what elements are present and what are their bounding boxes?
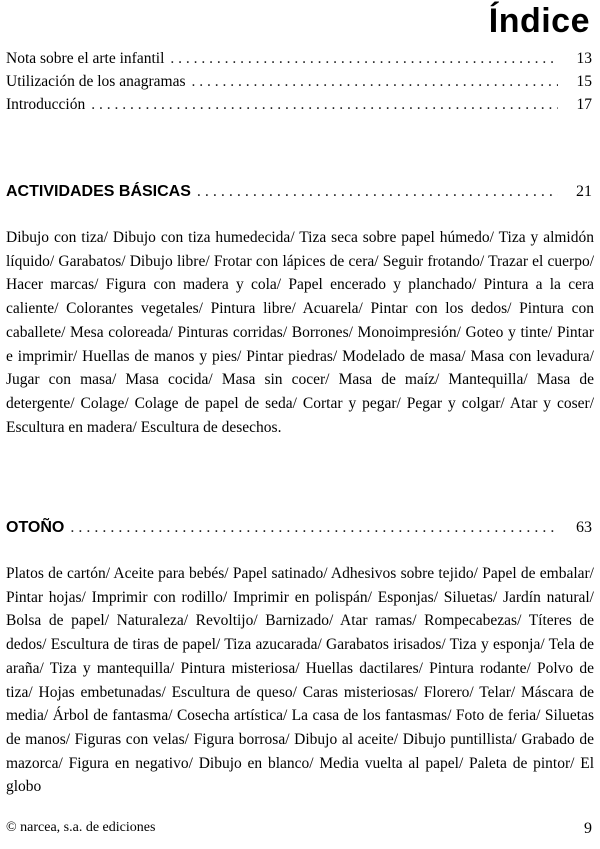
toc-entry-page: 13 xyxy=(576,50,592,67)
dot-leader xyxy=(197,183,558,201)
section-title: OTOÑO xyxy=(6,519,65,536)
section-page: 63 xyxy=(576,519,592,536)
section-heading-actividades[interactable] xyxy=(6,183,592,201)
dot-leader xyxy=(70,519,558,537)
page-footer xyxy=(6,820,592,838)
toc-entry-label: Utilización de los anagramas xyxy=(6,73,186,90)
page-number: 9 xyxy=(584,820,592,837)
section-activities-text: Dibujo con tiza/ Dibujo con tiza humedecida/ Tiza seca sobre papel húmedo/ Tiza y almidón líquido/ Garabatos/ Dibujo libre/ Frotar con lápices de cera/ Seguir frotando/ Trazar el cuerpo/ Hacer marcas/ Figura con madera y cola/ Papel encerado y planchado/ Pintura a la cera caliente/ Colorantes vegetales/ Pintura libre/ Acuarela/ Pintar con los dedos/ Pintura con caballete/ Mesa coloreada/ Pinturas corridas/ Borrones/ Monoimpresión/ Goteo y tinte/ Pintar e imprimir/ Huellas de manos y pies/ Pintar piedras/ Modelado de masa/ Masa con levadura/ Jugar con masa/ Masa cocida/ Masa sin cocer/ Masa de maíz/ Mantequilla/ Masa de detergente/ Colage/ Colage de papel de seda/ Cortar y pegar/ Pegar y colgar/ Atar y coser/ Escultura en madera/ Escultura de desechos. xyxy=(6,229,594,436)
dot-leader xyxy=(91,96,558,114)
dot-leader xyxy=(170,50,558,68)
toc-entry-label: Nota sobre el arte infantil xyxy=(6,50,165,67)
page-title: Índice xyxy=(488,2,590,40)
toc-entry-label: Introducción xyxy=(6,96,86,113)
toc-entry[interactable] xyxy=(6,73,592,91)
toc-entry[interactable] xyxy=(6,96,592,114)
section-page: 21 xyxy=(576,183,592,200)
toc-entry-page: 15 xyxy=(576,73,592,90)
section-heading-otono[interactable] xyxy=(6,519,592,537)
toc-entry[interactable] xyxy=(6,50,592,68)
dot-leader xyxy=(191,73,558,91)
section-title: ACTIVIDADES BÁSICAS xyxy=(6,183,191,200)
publisher-credit: © narcea, s.a. de ediciones xyxy=(6,820,156,835)
section-activities-text: Platos de cartón/ Aceite para bebés/ Papel satinado/ Adhesivos sobre tejido/ Papel de embalar/ Pintar hojas/ Imprimir con rodillo/ Imprimir en polispán/ Esponjas/ Siluetas/ Jardín natural/ Bolsa de papel/ Naturaleza/ Revoltijo/ Barnizado/ Atar ramas/ Rompecabezas/ Títeres de dedos/ Escultura de tiras de papel/ Tiza azucarada/ Garabatos irisados/ Tiza y esponja/ Tela de araña/ Tiza y mantequilla/ Pintura misteriosa/ Huellas dactilares/ Pintura rodante/ Polvo de tiza/ Hojas embetunadas/ Escultura de queso/ Caras misteriosas/ Florero/ Telar/ Máscara de media/ Árbol de fantasma/ Cosecha artística/ La casa de los fantasmas/ Foto de feria/ Siluetas de manos/ Figuras con velas/ Figura borrosa/ Dibujo al aceite/ Dibujo puntillista/ Grabado de mazorca/ Figura en negativo/ Dibujo en blanco/ Media vuelta al papel/ Paleta de pintor/ El globo xyxy=(6,565,594,796)
toc-entry-page: 17 xyxy=(576,96,592,113)
